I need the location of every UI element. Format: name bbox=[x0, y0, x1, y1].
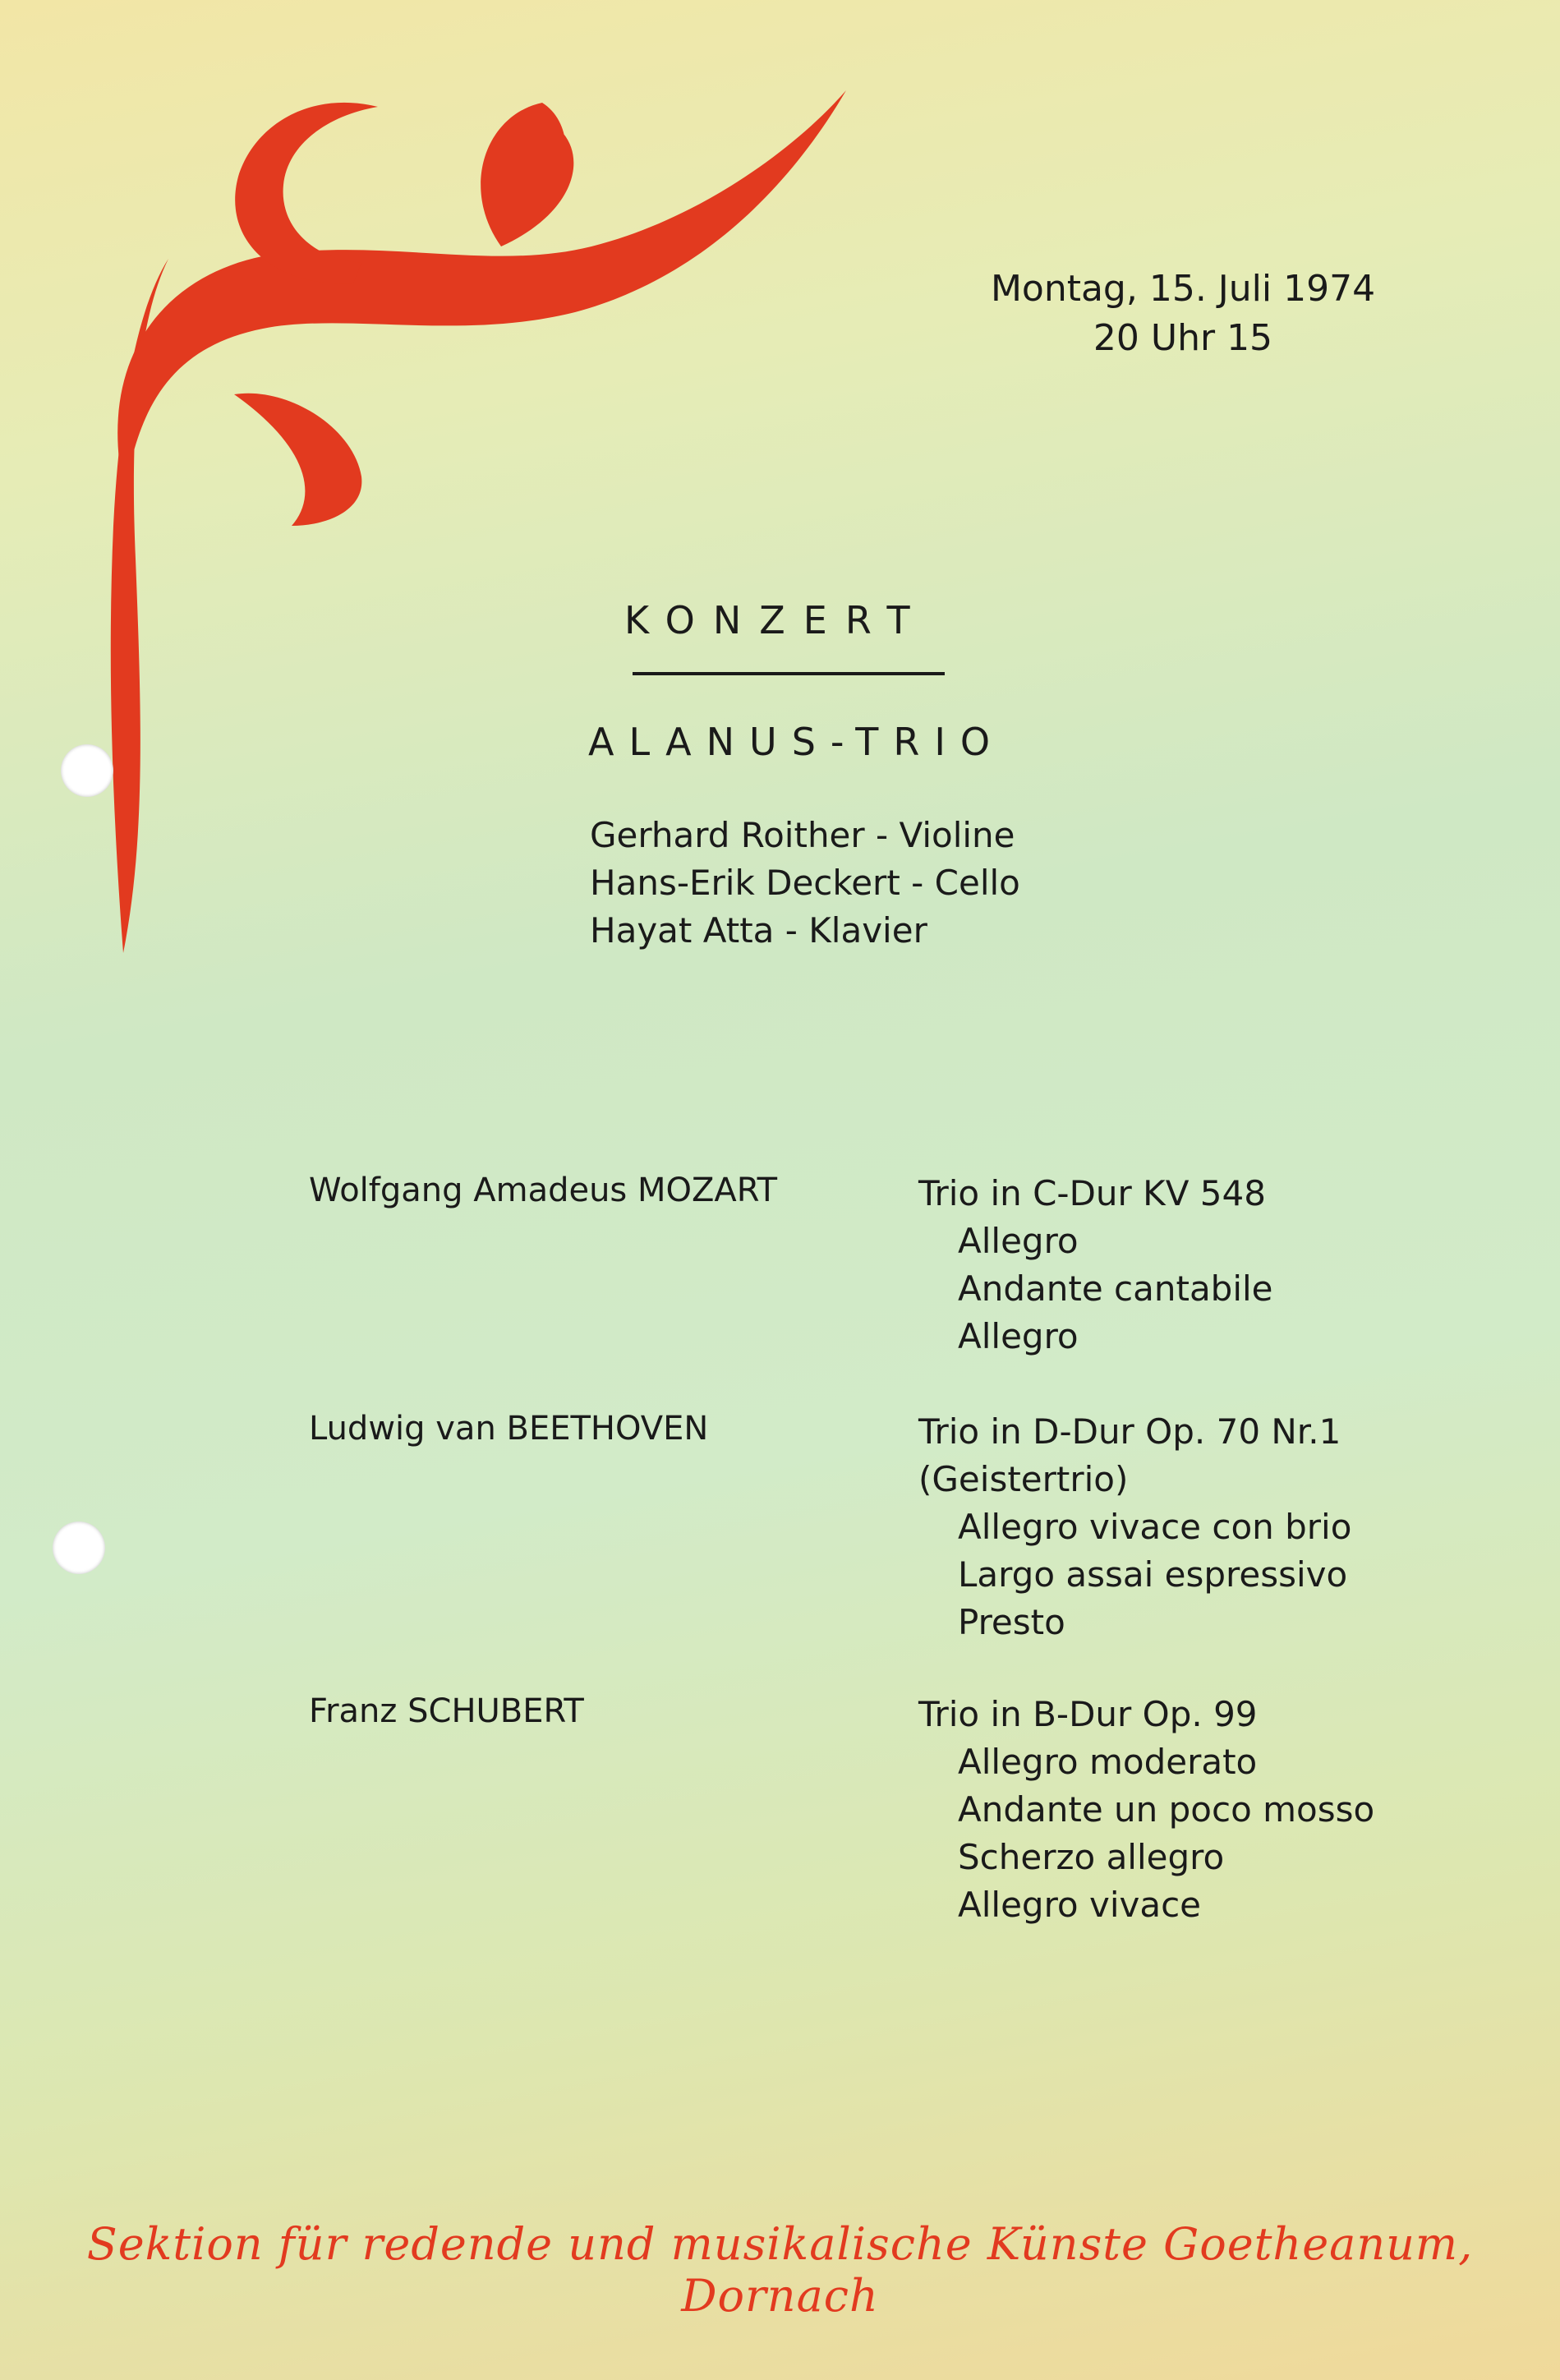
movement: Presto bbox=[958, 1602, 1065, 1642]
work-subtitle: (Geistertrio) bbox=[918, 1459, 1129, 1499]
movement: Scherzo allegro bbox=[958, 1837, 1225, 1877]
movement: Andante cantabile bbox=[958, 1268, 1273, 1309]
movement: Allegro moderato bbox=[958, 1742, 1258, 1782]
ornament-leaf-right bbox=[481, 103, 573, 246]
footer-organization: Sektion für redende und musikalische Künste Goetheanum, Dornach bbox=[86, 2218, 1474, 2322]
performer: Gerhard Roither - Violine bbox=[590, 815, 1015, 855]
ornament-main-scroll bbox=[117, 90, 846, 460]
program-work bbox=[918, 1408, 1351, 1646]
work-title: Trio in D-Dur Op. 70 Nr.1 bbox=[918, 1411, 1341, 1452]
ornament-drop bbox=[234, 394, 361, 526]
event-title: KONZERT bbox=[624, 598, 928, 642]
title-underline bbox=[633, 672, 945, 675]
event-date: Montag, 15. Juli 1974 bbox=[990, 268, 1376, 310]
performers-list bbox=[590, 812, 1020, 955]
movement: Allegro vivace con brio bbox=[958, 1507, 1352, 1547]
work-title: Trio in C-Dur KV 548 bbox=[918, 1173, 1266, 1213]
ensemble-name: ALANUS-TRIO bbox=[588, 720, 1005, 764]
movement: Allegro vivace bbox=[958, 1885, 1202, 1925]
composer-name: Wolfgang Amadeus MOZART bbox=[309, 1172, 778, 1209]
work-title: Trio in B-Dur Op. 99 bbox=[918, 1694, 1258, 1734]
movement: Allegro bbox=[958, 1221, 1079, 1261]
movement: Andante un poco mosso bbox=[958, 1789, 1375, 1830]
performer: Hans-Erik Deckert - Cello bbox=[590, 863, 1020, 903]
program-work bbox=[918, 1691, 1374, 1929]
event-datetime bbox=[936, 265, 1429, 363]
movement: Largo assai espressivo bbox=[958, 1554, 1348, 1595]
performer: Hayat Atta - Klavier bbox=[590, 910, 927, 951]
punch-hole-top bbox=[61, 744, 113, 797]
event-time: 20 Uhr 15 bbox=[1093, 317, 1273, 359]
program-work bbox=[918, 1170, 1273, 1360]
composer-name: Franz SCHUBERT bbox=[309, 1692, 584, 1730]
punch-hole-bottom bbox=[53, 1521, 105, 1574]
movement: Allegro bbox=[958, 1316, 1079, 1356]
composer-name: Ludwig van BEETHOVEN bbox=[309, 1410, 709, 1448]
